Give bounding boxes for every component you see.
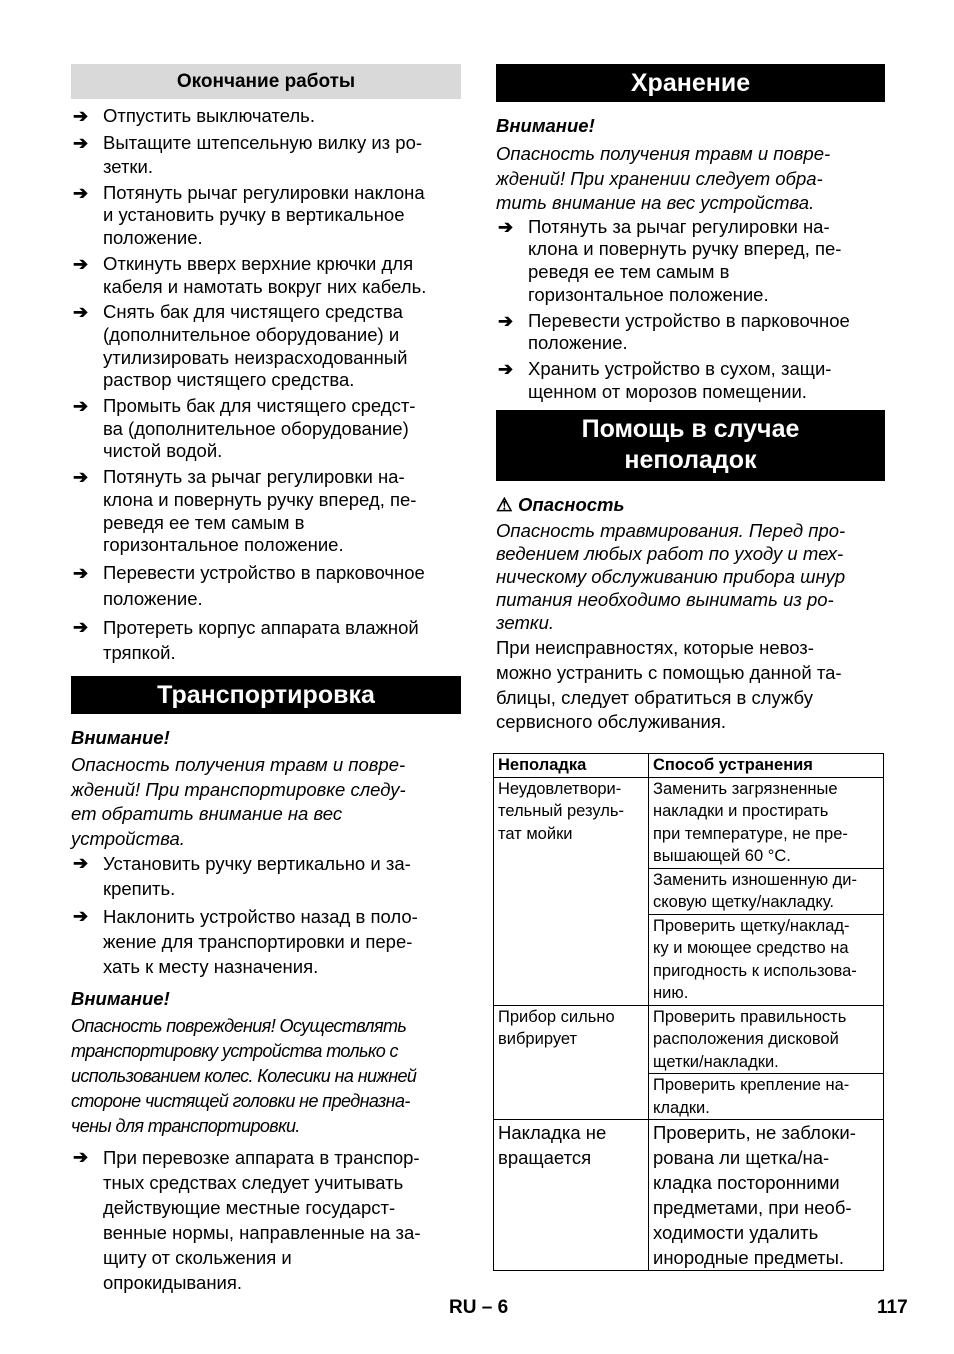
arrow-right-icon: ➔ xyxy=(498,216,514,237)
step-item: ➔ Хранить устройство в сухом, защи- щенном от морозов помещении. xyxy=(498,358,832,402)
arrow-right-icon: ➔ xyxy=(73,396,89,417)
arrow-right-icon: ➔ xyxy=(73,562,89,583)
fault-cell: Неудовлетвори- тельный резуль- тат мойки xyxy=(494,777,649,1005)
remedy-cell: Заменить загрязненные накладки и простирать при температуре, не пре- вышающей 60 °C. xyxy=(649,777,884,868)
step-item: ➔ Отпустить выключатель. xyxy=(73,105,315,126)
remedy-cell: Проверить крепление на- кладки. xyxy=(649,1074,884,1120)
damage-warning-text: Опасность повреждения! Осуществлять транспортировку устройства только с использованием колес. Колесики на нижней стороне чистящей головки не предназна- чены для транспортировки. xyxy=(71,1016,417,1137)
arrow-right-icon: ➔ xyxy=(73,853,89,874)
step-item: ➔ Потянуть за рычаг регулировки на- клона и повернуть ручку вперед, пе- реведя ее тем самым в горизонтальное положение. xyxy=(498,215,842,305)
fault-cell: Накладка не вращается xyxy=(494,1120,649,1271)
table-row xyxy=(494,1005,884,1074)
storage-heading: Хранение xyxy=(496,64,885,102)
storage-steps xyxy=(496,216,885,404)
fault-cell: Прибор сильно вибрирует xyxy=(494,1005,649,1120)
right-column xyxy=(496,64,885,735)
step-item: ➔ Откинуть вверх верхние крючки для кабеля и намотать вокруг них кабель. xyxy=(73,252,427,297)
danger-title: ⚠ Опасность xyxy=(496,494,625,516)
troubleshooting-table xyxy=(493,753,884,1271)
troubleshooting-heading: Помощь в случае неполадок xyxy=(496,410,885,481)
finish-steps xyxy=(71,105,461,665)
section-footer-label: RU – 6 xyxy=(449,1297,509,1318)
remedy-cell: Проверить щетку/наклад- ку и моющее средство на пригодность к использова- нию. xyxy=(649,914,884,1005)
table-row xyxy=(494,777,884,868)
arrow-right-icon: ➔ xyxy=(73,106,89,126)
remedy-cell: Заменить изношенную ди- сковую щетку/накладку. xyxy=(649,868,884,914)
arrow-right-icon: ➔ xyxy=(73,467,89,488)
transport-steps xyxy=(71,851,461,979)
storage-warning-title: Внимание! xyxy=(496,115,595,136)
page-number: 117 xyxy=(877,1297,908,1318)
arrow-right-icon: ➔ xyxy=(73,616,89,637)
remedy-cell: Проверить, не заблоки- рована ли щетка/на- кладка посторонними предметами, при необ- ходимости удалить инородные предметы. xyxy=(649,1120,884,1271)
step-item: ➔ Протереть корпус аппарата влажной тряпкой. xyxy=(73,616,419,663)
troubleshooting-intro: При неисправностях, которые невоз- можно устранить с помощью данной та- блицы, следует обратиться в службу сервисного обслуживания. xyxy=(496,637,842,733)
arrow-right-icon: ➔ xyxy=(73,302,89,323)
damage-warning-title: Внимание! xyxy=(71,988,170,1010)
storage-warning-text: Опасность получения травм и повре- ждений! При хранении следует обра- тить внимание на вес устройства. xyxy=(496,143,831,214)
step-item: ➔ Потянуть рычаг регулировки наклона и установить ручку в вертикальное положение. xyxy=(73,181,425,249)
arrow-right-icon: ➔ xyxy=(73,182,89,203)
step-item: ➔ Вытащите штепсельную вилку из ро- зетки. xyxy=(73,131,423,177)
step-item: ➔ Установить ручку вертикально и за- крепить. xyxy=(73,853,411,900)
arrow-right-icon: ➔ xyxy=(73,253,89,274)
transport-steps-2 xyxy=(71,1145,461,1295)
step-item: ➔ Перевести устройство в парковочное положение. xyxy=(498,309,850,354)
arrow-right-icon: ➔ xyxy=(498,359,514,379)
step-item: ➔ Потянуть за рычаг регулировки на- клона и повернуть ручку вперед, пе- реведя ее тем самым в горизонтальное положение. xyxy=(73,466,417,556)
transport-warning-title: Внимание! xyxy=(71,726,170,748)
left-column xyxy=(71,64,461,1295)
arrow-right-icon: ➔ xyxy=(73,1147,89,1168)
arrow-right-icon: ➔ xyxy=(498,310,514,331)
finish-heading: Окончание работы xyxy=(71,64,461,99)
step-item: ➔ Наклонить устройство назад в поло- жение для транспортировки и пере- хать к месту назначения. xyxy=(73,906,418,978)
step-item: ➔ Снять бак для чистящего средства (дополнительное оборудование) и утилизировать неизрасходованный раствор чистящего средства. xyxy=(73,301,408,391)
remedy-cell: Проверить правильность расположения дисковой щетки/накладки. xyxy=(649,1005,884,1074)
step-item: ➔ Промыть бак для чистящего средст- ва (дополнительное оборудование) чистой водой. xyxy=(73,395,416,462)
step-item: ➔ При перевозке аппарата в транспор- тных средствах следует учитывать действующие местные государст- венные нормы, направленные на за- щиту от скольжения и опрокидывания. xyxy=(73,1147,421,1294)
arrow-right-icon: ➔ xyxy=(73,132,89,153)
table-header-row xyxy=(494,754,884,778)
transport-heading: Транспортировка xyxy=(71,676,461,714)
column-header-fault: Неполадка xyxy=(494,754,649,778)
warning-triangle-icon: ⚠ xyxy=(496,494,513,516)
table-row xyxy=(494,1120,884,1271)
step-item: ➔ Перевести устройство в парковочное положение. xyxy=(73,561,425,609)
transport-warning-text: Опасность получения травм и повре- ждений! При транспортировке следу- ет обратить внимание на вес устройства. xyxy=(71,753,406,849)
column-header-remedy: Способ устранения xyxy=(649,754,884,778)
arrow-right-icon: ➔ xyxy=(73,906,89,927)
danger-text: Опасность травмирования. Перед про- ведением любых работ по уходу и тех- ническому обслуживанию прибора шнур питания необходимо вынимать из ро- зетки. xyxy=(496,520,846,633)
